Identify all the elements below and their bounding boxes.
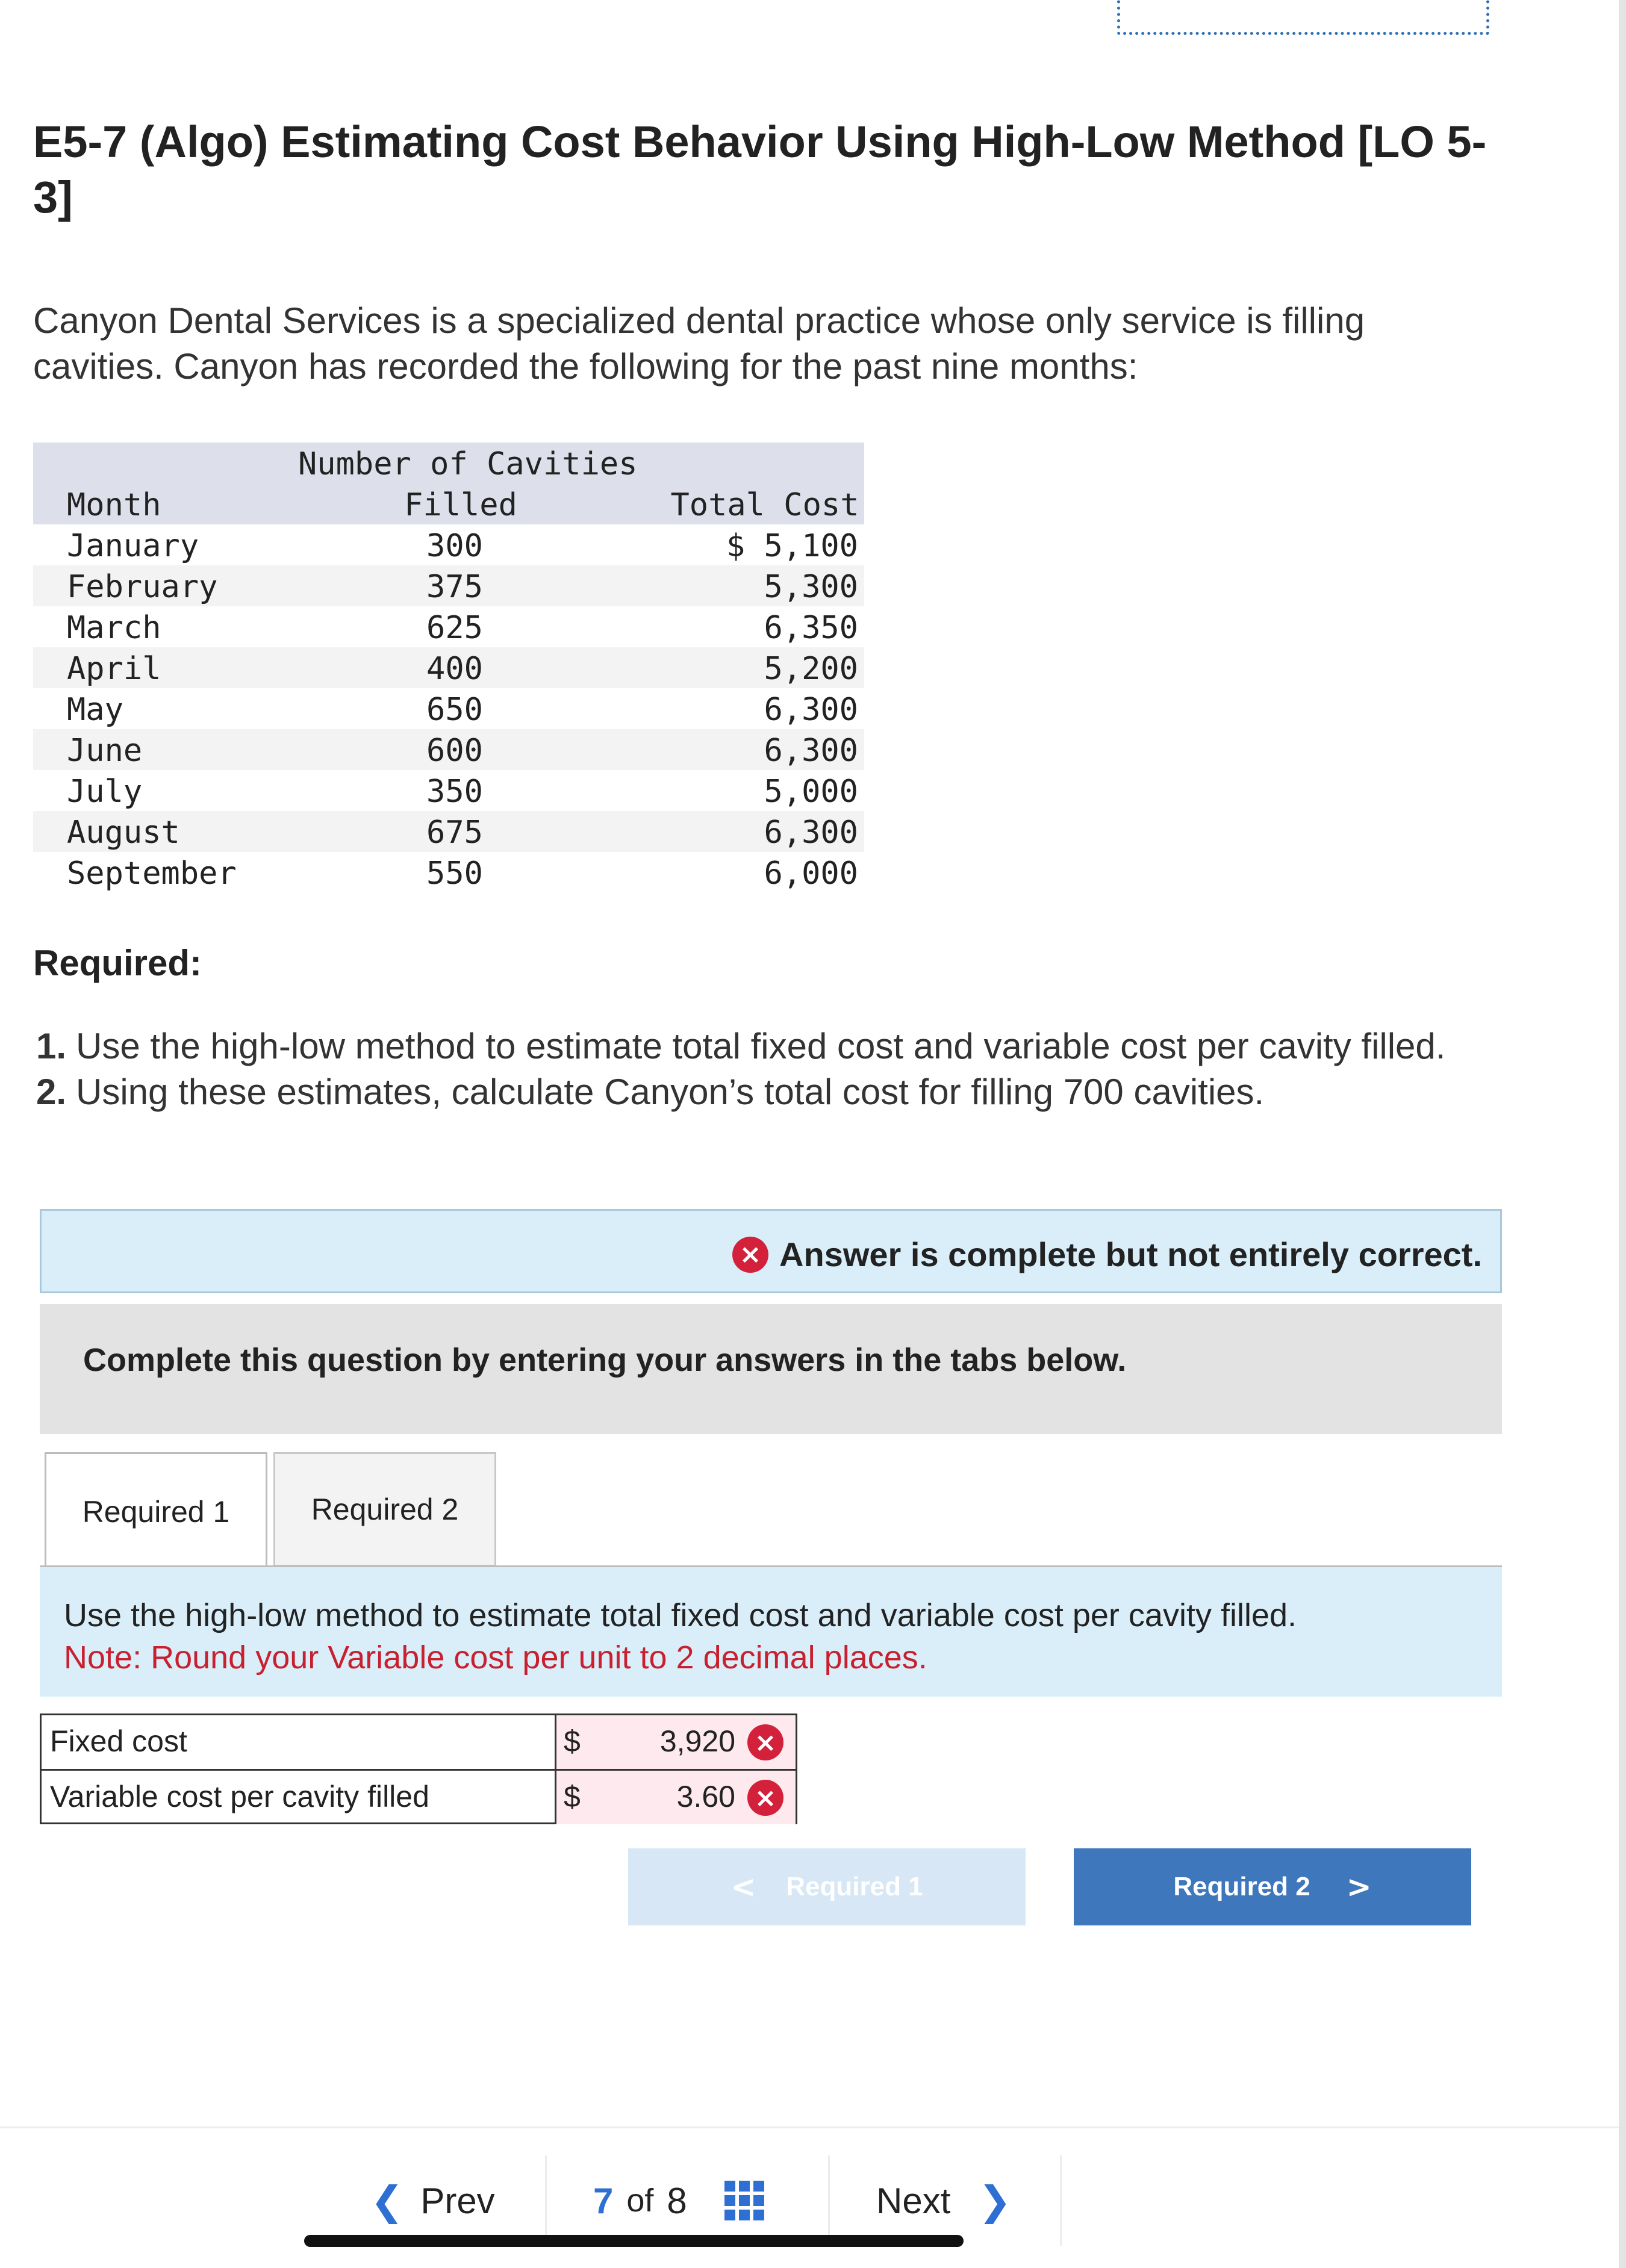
cavities-cell: 350: [426, 774, 483, 810]
answer-table: [40, 1713, 797, 1824]
page-title: E5-7 (Algo) Estimating Cost Behavior Using High-Low Method [LO 5-3]: [33, 117, 1487, 222]
next-page-button[interactable]: [876, 2155, 1012, 2246]
currency-symbol: $: [564, 1724, 581, 1758]
footer-navigation: [322, 2155, 1063, 2246]
tab-required-1[interactable]: Required 1: [45, 1452, 267, 1569]
prev-required-label: Required 1: [786, 1872, 923, 1901]
error-x-icon: ×: [732, 1237, 768, 1273]
tab-required-2[interactable]: Required 2: [273, 1452, 496, 1567]
table-row: [33, 729, 864, 770]
month-cell: July: [67, 774, 143, 810]
cavities-cell: 375: [426, 569, 483, 605]
prev-page-label: Prev: [420, 2180, 495, 2221]
answer-label: Fixed cost: [50, 1724, 187, 1758]
month-cell: May: [67, 692, 123, 728]
cavities-cell: 550: [426, 856, 483, 892]
fixed-cost-input[interactable]: [556, 1715, 796, 1769]
total-pages: 8: [667, 2180, 687, 2221]
answer-row-fixed-cost: [42, 1715, 796, 1771]
instruction-text: Complete this question by entering your answers in the tabs below.: [83, 1342, 1127, 1378]
required-item: [24, 1024, 1494, 1069]
incorrect-x-icon: ×: [747, 1780, 783, 1816]
cost-cell: 5,000: [764, 774, 858, 810]
footer-separator: [545, 2155, 547, 2246]
month-cell: April: [67, 651, 161, 687]
table-row: [33, 770, 864, 811]
cavities-cell: 300: [426, 528, 483, 564]
table-row: [33, 606, 864, 647]
table-row: [33, 811, 864, 852]
required-item-text: Using these estimates, calculate Canyon’s total cost for filling 700 cavities.: [76, 1072, 1265, 1112]
header-month: Month: [67, 487, 161, 523]
footer-separator: [828, 2155, 830, 2246]
month-cell: June: [67, 733, 143, 769]
footer-divider: [0, 2127, 1619, 2128]
next-required-label: Required 2: [1173, 1872, 1310, 1901]
scrollbar-track: [1619, 0, 1626, 2268]
month-cell: January: [67, 528, 199, 564]
cost-cell: 6,300: [764, 733, 858, 769]
table-header-row-1: [33, 443, 864, 483]
table-row: [33, 647, 864, 688]
prev-page-button[interactable]: [370, 2155, 495, 2246]
table-row: [33, 688, 864, 729]
table-row: [33, 852, 864, 893]
cavities-cell: 675: [426, 815, 483, 851]
required-list: [24, 1024, 1494, 1115]
variable-cost-value: 3.60: [676, 1780, 735, 1813]
required-item-number: 1.: [36, 1026, 66, 1066]
month-cell: September: [67, 856, 237, 892]
answer-label: Variable cost per cavity filled: [50, 1780, 429, 1813]
table-header-row-2: [33, 483, 864, 524]
chevron-left-icon: <: [730, 1869, 756, 1904]
next-required-button[interactable]: [1074, 1848, 1471, 1925]
incorrect-x-icon: ×: [747, 1724, 783, 1760]
cavities-cell: 400: [426, 651, 483, 687]
required-item: [24, 1069, 1494, 1115]
required-heading: Required:: [33, 943, 202, 983]
chevron-right-icon: ❯: [978, 2177, 1012, 2224]
cavities-cell: 625: [426, 610, 483, 646]
cavities-cell: 600: [426, 733, 483, 769]
instruction-panel: [40, 1304, 1502, 1434]
problem-intro: Canyon Dental Services is a specialized dental practice whose only service is filling cavities. Canyon has recorded the following for the past nine months:: [33, 300, 1365, 387]
cost-cell: 6,300: [764, 815, 858, 851]
answer-row-variable-cost: [42, 1771, 796, 1824]
required-item-number: 2.: [36, 1072, 66, 1112]
cost-cell: 6,000: [764, 856, 858, 892]
prev-required-button[interactable]: [628, 1848, 1026, 1925]
currency-symbol: $: [564, 1780, 581, 1813]
answer-status: [732, 1235, 1482, 1274]
answer-status-banner: [40, 1209, 1502, 1293]
answer-status-text: Answer is complete but not entirely correct.: [779, 1235, 1482, 1273]
table-row: [33, 565, 864, 606]
current-page: 7: [593, 2180, 614, 2221]
month-cell: February: [67, 569, 218, 605]
cost-cell: 5,200: [764, 651, 858, 687]
grid-icon: [724, 2181, 764, 2220]
cavities-cost-table: [33, 443, 864, 893]
fixed-cost-value: 3,920: [659, 1724, 735, 1758]
cost-cell: 5,300: [764, 569, 858, 605]
cavities-cell: 650: [426, 692, 483, 728]
cost-cell: 6,300: [764, 692, 858, 728]
month-cell: March: [67, 610, 161, 646]
cost-cell: $ 5,100: [726, 528, 858, 564]
home-indicator: [304, 2235, 964, 2247]
tab-note: Note: Round your Variable cost per unit to 2 decimal places.: [64, 1639, 927, 1676]
variable-cost-input[interactable]: [556, 1771, 796, 1824]
footer-separator: [1060, 2155, 1062, 2246]
cost-cell: 6,350: [764, 610, 858, 646]
required-item-text: Use the high-low method to estimate total fixed cost and variable cost per cavity filled.: [76, 1026, 1446, 1066]
tab-content-panel: [40, 1567, 1502, 1697]
chevron-right-icon: >: [1346, 1869, 1372, 1904]
next-page-label: Next: [876, 2180, 951, 2221]
page-of-label: of: [626, 2183, 654, 2219]
header-number-of-cavities: Number of Cavities: [298, 446, 638, 482]
header-filled: Filled: [404, 487, 517, 523]
page-indicator[interactable]: [593, 2155, 764, 2246]
tab-instruction: Use the high-low method to estimate total fixed cost and variable cost per cavity filled.: [64, 1597, 1297, 1633]
table-row: [33, 524, 864, 565]
top-toolbar-box[interactable]: [1117, 0, 1489, 35]
chevron-left-icon: ❮: [370, 2177, 404, 2224]
month-cell: August: [67, 815, 180, 851]
header-total-cost: Total Cost: [670, 487, 859, 523]
